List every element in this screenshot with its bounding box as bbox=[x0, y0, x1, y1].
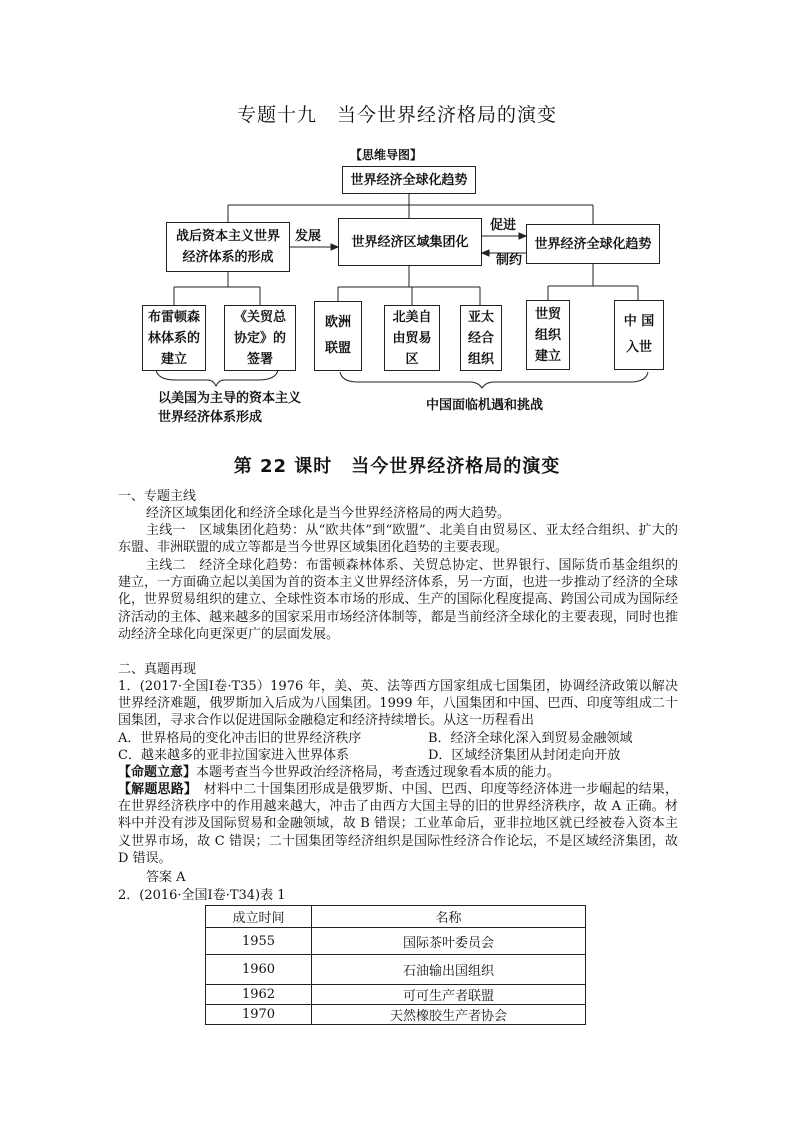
organization-table bbox=[205, 905, 586, 1025]
table-header-row bbox=[206, 906, 586, 928]
intent-text: 本题考查当今世界政治经济格局，考查透过现象看本质的能力。 bbox=[196, 765, 561, 780]
question1-intent bbox=[118, 764, 678, 781]
table-row bbox=[206, 1005, 586, 1025]
node-wto bbox=[526, 300, 570, 370]
caption-us-led-line2: 世界经济体系形成 bbox=[158, 410, 263, 425]
node-global-trend-top: 世界经济全球化趋势 bbox=[342, 166, 476, 194]
gatt-line3: 签署 bbox=[246, 351, 273, 367]
label-develop: 发展 bbox=[295, 229, 322, 244]
node-gatt bbox=[224, 305, 296, 371]
table-cell-name: 天然橡胶生产者协会 bbox=[312, 1005, 586, 1025]
node-postwar-line1: 战后资本主义世界 bbox=[175, 229, 280, 244]
node-postwar-line2: 经济体系的形成 bbox=[182, 250, 274, 265]
idea-text: 材料中二十国集团形成是俄罗斯、中国、巴西、印度等经济体进一步崛起的结果，在世界经济秩序中的作用越来越大，冲击了由西方大国主导的旧的世界经济秩序，故 A 正确。材料中并没有涉及国际贸易和金融领域，故 B 错误；工业革命后，亚非拉地区就已经被卷入资本主义世界市场，故 C 错误；二十国集团等经济组织是国际性经济合作论坛，不是区域经济集团，故 D 错误。 bbox=[118, 782, 678, 866]
node-eu bbox=[314, 301, 362, 371]
bretton-line3: 建立 bbox=[160, 351, 187, 367]
question1-answer: 答案 A bbox=[146, 870, 186, 885]
table-header-year: 成立时间 bbox=[206, 906, 312, 928]
apec-line3: 组织 bbox=[467, 351, 494, 367]
table-row bbox=[206, 985, 586, 1005]
table-cell-name: 可可生产者联盟 bbox=[312, 985, 586, 1005]
node-postwar-system bbox=[166, 222, 290, 272]
table-cell-year: 1962 bbox=[206, 985, 312, 1005]
bretton-line1: 布雷顿森 bbox=[147, 309, 200, 325]
gatt-line1: 《关贸总 bbox=[233, 309, 286, 325]
question1-option-d: D．区域经济集团从封闭走向开放 bbox=[428, 748, 621, 763]
question1-option-b: B．经济全球化深入到贸易金融领域 bbox=[428, 731, 633, 746]
table-cell-name: 石油输出国组织 bbox=[312, 955, 586, 985]
caption-china-challenges: 中国面临机遇和挑战 bbox=[426, 398, 544, 413]
node-global-trend-right: 世界经济全球化趋势 bbox=[526, 224, 660, 264]
lesson-title-text: 第 22 课时 当今世界经济格局的演变 bbox=[233, 456, 561, 477]
table-cell-year: 1960 bbox=[206, 955, 312, 985]
caption-us-led-line1: 以美国为主导的资本主义 bbox=[158, 391, 302, 406]
bretton-line2: 林体系的 bbox=[147, 330, 200, 346]
label-promote: 促进 bbox=[490, 218, 517, 233]
section1-para1: 经济区域集团化和经济全球化是当今世界经济格局的两大趋势。 bbox=[146, 506, 511, 521]
apec-line1: 亚太 bbox=[467, 309, 494, 325]
mind-map-label: 【思维导图】 bbox=[350, 148, 423, 162]
question2-stem: 2．(2016·全国Ⅰ卷·T34)表 1 bbox=[118, 888, 286, 903]
doc-title: 专题十九 当今世界经济格局的演变 bbox=[236, 104, 557, 126]
china-line1: 中 国 bbox=[623, 314, 655, 329]
table-cell-year: 1955 bbox=[206, 928, 312, 955]
table-row bbox=[206, 928, 586, 955]
node-regional-grouping: 世界经济区域集团化 bbox=[338, 218, 482, 266]
nafta-line3: 区 bbox=[405, 351, 419, 367]
node-apec bbox=[460, 305, 502, 371]
label-restrict: 制约 bbox=[496, 253, 523, 268]
eu-line1: 欧洲 bbox=[324, 315, 351, 330]
section1-para2: 主线一 区域集团化趋势：从“欧共体”到“欧盟”、北美自由贸易区、亚太经合组织、扩大的东盟、非洲联盟的成立等都是当今世界区域集团化趋势的主要表现。 bbox=[118, 523, 678, 556]
wto-line3: 建立 bbox=[534, 348, 561, 364]
section1-para3: 主线二 经济全球化趋势：布雷顿森林体系、关贸总协定、世界银行、国际货币基金组织的建立，一方面确立起以美国为首的资本主义世界经济体系，另一方面，也进一步推动了经济的全球化，世界贸易组织的建立、全球性资本市场的形成、生产的国际化程度提高、跨国公司成为国际经济活动的主体、越来越多的国家采用市场经济体制等，都是当前经济全球化的主要表现，同时也推动经济全球化向更深更广的层面发展。 bbox=[118, 558, 678, 642]
node-bretton-woods bbox=[142, 305, 206, 371]
question1-option-a: A．世界格局的变化冲击旧的世界经济秩序 bbox=[118, 731, 362, 746]
intent-tag: 【命题立意】 bbox=[118, 765, 197, 780]
table-cell-year: 1970 bbox=[206, 1005, 312, 1025]
gatt-line2: 协定》的 bbox=[233, 330, 286, 346]
wto-line2: 组织 bbox=[534, 327, 561, 343]
lesson-title bbox=[0, 452, 794, 478]
section2-heading: 二、真题再现 bbox=[118, 662, 197, 677]
question1-option-c: C．越来越多的亚非拉国家进入世界体系 bbox=[118, 748, 349, 763]
eu-line2: 联盟 bbox=[324, 341, 351, 356]
question1-stem: 1．(2017·全国Ⅰ卷·T35）1976 年，美、英、法等西方国家组成七国集团，协调经济政策以解决世界经济难题，俄罗斯加入后成为八国集团。1999 年，八国集团和中国、巴西、印度等组成二十国集团，寻求合作以促进国际金融稳定和经济持续增长。从这一历程看出 bbox=[118, 679, 678, 729]
wto-line1: 世贸 bbox=[534, 306, 561, 322]
section1-heading: 一、专题主线 bbox=[118, 489, 197, 504]
nafta-line1: 北美自 bbox=[392, 309, 432, 325]
table-header-name: 名称 bbox=[312, 906, 586, 928]
idea-tag: 【解题思路】 bbox=[118, 782, 191, 797]
question1-analysis bbox=[118, 781, 678, 867]
nafta-line2: 由贸易 bbox=[392, 330, 432, 346]
table-cell-name: 国际茶叶委员会 bbox=[312, 928, 586, 955]
apec-line2: 经合 bbox=[467, 330, 494, 346]
table-row bbox=[206, 955, 586, 985]
china-line2: 入世 bbox=[625, 340, 652, 355]
node-nafta bbox=[384, 305, 440, 371]
node-china-wto bbox=[614, 300, 664, 370]
